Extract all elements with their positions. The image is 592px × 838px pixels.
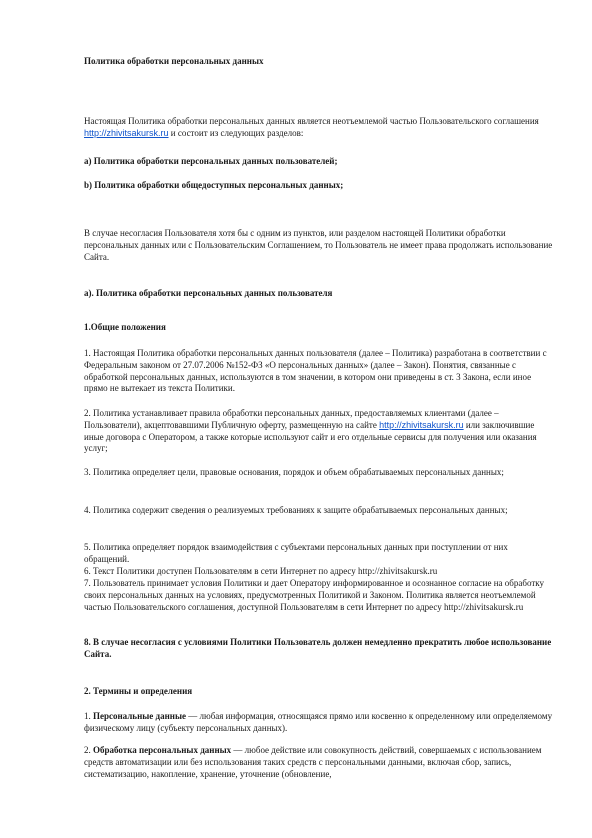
section-b-item: b) Политика обработки общедоступных персональных данных;: [84, 180, 344, 190]
term-1-number: 1.: [84, 711, 93, 721]
clause-7-url: http://zhivitsakursk.ru: [443, 601, 524, 612]
intro-text-b: и состоит из следующих разделов:: [168, 127, 304, 138]
terms-heading: 2. Термины и определения: [84, 686, 193, 696]
term-1-name: Персональные данные: [93, 711, 186, 721]
general-provisions-heading: 1.Общие положения: [84, 322, 166, 332]
clause-2-text-b: или заключившие иные договора с Оператором, а также которые используют сайт и его отдельные сервисы для получения или оказания услуг;: [84, 419, 537, 454]
clause-7-text: 7. Пользователь принимает условия Политики и дает Оператору информированное и осознанное согласие на обработку своих персональных данных на условиях, предусмотренных Политикой и Законом. Политика является неотъемлемой частью Пользовательского соглашения, доступной Пользователям в сети Интернет по адресу: [84, 578, 545, 612]
clause-7: [84, 578, 554, 613]
clause-5: 5. Политика определяет порядок взаимодействия с субъектами персональных данных при поступлении от них обращений.: [84, 542, 508, 564]
clause-2-site-link[interactable]: http://zhivitsakursk.ru: [379, 419, 464, 430]
clause-3: 3. Политика определяет цели, правовые основания, порядок и объем обрабатываемых персональных данных;: [84, 467, 504, 477]
site-link[interactable]: http://zhivitsakursk.ru: [84, 127, 169, 138]
term-2-definition: — любое действие или совокупность действий, совершаемых с использованием средств автоматизации или без использования таких средств с персональными данными, включая сбор, запись, систематизацию, накопление, хранение, уточнение (обновление,: [84, 745, 542, 779]
term-2-number: 2.: [84, 745, 93, 755]
term-1: [84, 711, 554, 735]
document-title: Политика обработки персональных данных: [84, 56, 264, 66]
intro-paragraph: [84, 116, 554, 140]
clause-6-url: http://zhivitsakursk.ru: [358, 566, 438, 576]
part-a-heading: a). Политика обработки персональных данных пользователя: [84, 288, 333, 298]
disagreement-paragraph: В случае несогласия Пользователя хотя бы с одним из пунктов, или разделом настоящей Политики обработки персональных данных или с Пользовательским Соглашением, то Пользователь не имеет права продолжать использование Сайта.: [84, 228, 553, 262]
clause-6-text: 6. Текст Политики доступен Пользователям в сети Интернет по адресу: [84, 566, 359, 576]
clause-2-text-a: 2. Политика устанавливает правила обработки персональных данных, предоставляемых клиентами (далее – Пользователи), акцептовавшими Публичную оферту, размещенную на сайте: [84, 408, 499, 430]
clause-4: 4. Политика содержит сведения о реализуемых требованиях к защите обрабатываемых персональных данных;: [84, 505, 508, 515]
term-1-definition: — любая информация, относящаяся прямо или косвенно к определенному или определяемому физическому лицу (субъекту персональных данных).: [84, 711, 553, 733]
intro-text-a: Настоящая Политика обработки персональных данных является неотъемлемой частью Пользовательского соглашения: [84, 116, 539, 126]
clause-2: [84, 408, 554, 455]
term-2: [84, 745, 554, 780]
section-a-item: a) Политика обработки персональных данных пользователей;: [84, 156, 338, 166]
term-2-name: Обработка персональных данных: [93, 745, 232, 755]
clause-1: 1. Настоящая Политика обработки персональных данных пользователя (далее – Политика) разработана в соответствии с Федеральным законом от 27.07.2006 №152-ФЗ «О персональных данных» (далее – Закон). Понятия, связанные с обработкой персональных данных, используются в том значении, в котором они приведены в ст. 3 Закона, если иное прямо не вытекает из текста Политики.: [84, 348, 547, 394]
clause-8: 8. В случае несогласия с условиями Политики Пользователь должен немедленно прекратить любое использование Сайта.: [84, 637, 552, 659]
clause-6: [84, 566, 554, 578]
